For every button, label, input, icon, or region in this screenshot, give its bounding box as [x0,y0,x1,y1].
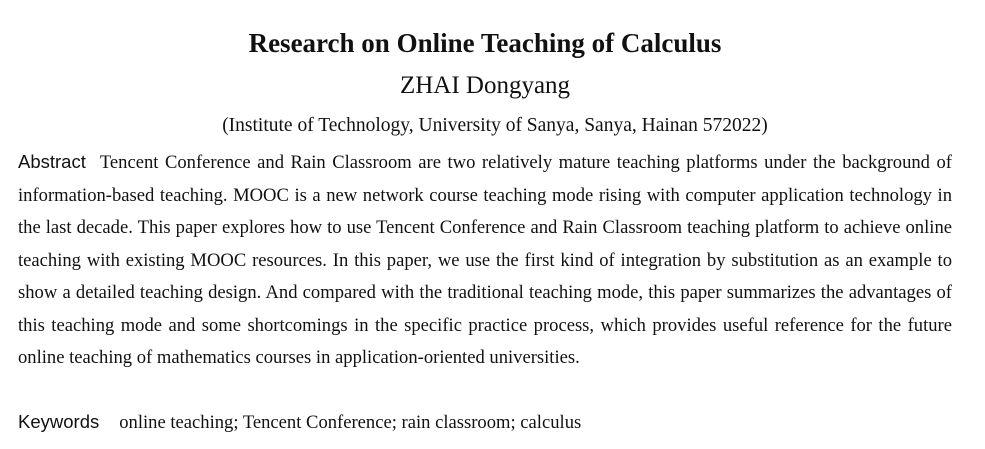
abstract-label: Abstract [18,151,86,172]
keywords-label: Keywords [18,411,100,432]
abstract-text: Tencent Conference and Rain Classroom are two relatively mature teaching platforms under the background of information-based teaching. MOOC is a new network course teaching mode rising with computer application technology in the last decade. This paper explores how to use Tencent Conference and Rain Classroom teaching platform to achieve online teaching with existing MOOC resources. In this paper, we use the first kind of integration by substitution as an example to show a detailed teaching design. And compared with the traditional teaching mode, this paper summarizes the advantages of this teaching mode and some shortcomings in the specific practice process, which provides useful reference for the future online teaching of mathematics courses in application-oriented universities. [18,152,952,368]
keywords-text: online teaching; Tencent Conference; rain classroom; calculus [119,412,582,433]
abstract-paragraph [18,146,952,375]
author-name: ZHAI Dongyang [399,72,571,99]
paper-title: Research on Online Teaching of Calculus [248,28,722,58]
author-affiliation: (Institute of Technology, University of Sanya, Sanya, Hainan 572022) [222,115,768,136]
keywords-line [18,406,958,439]
